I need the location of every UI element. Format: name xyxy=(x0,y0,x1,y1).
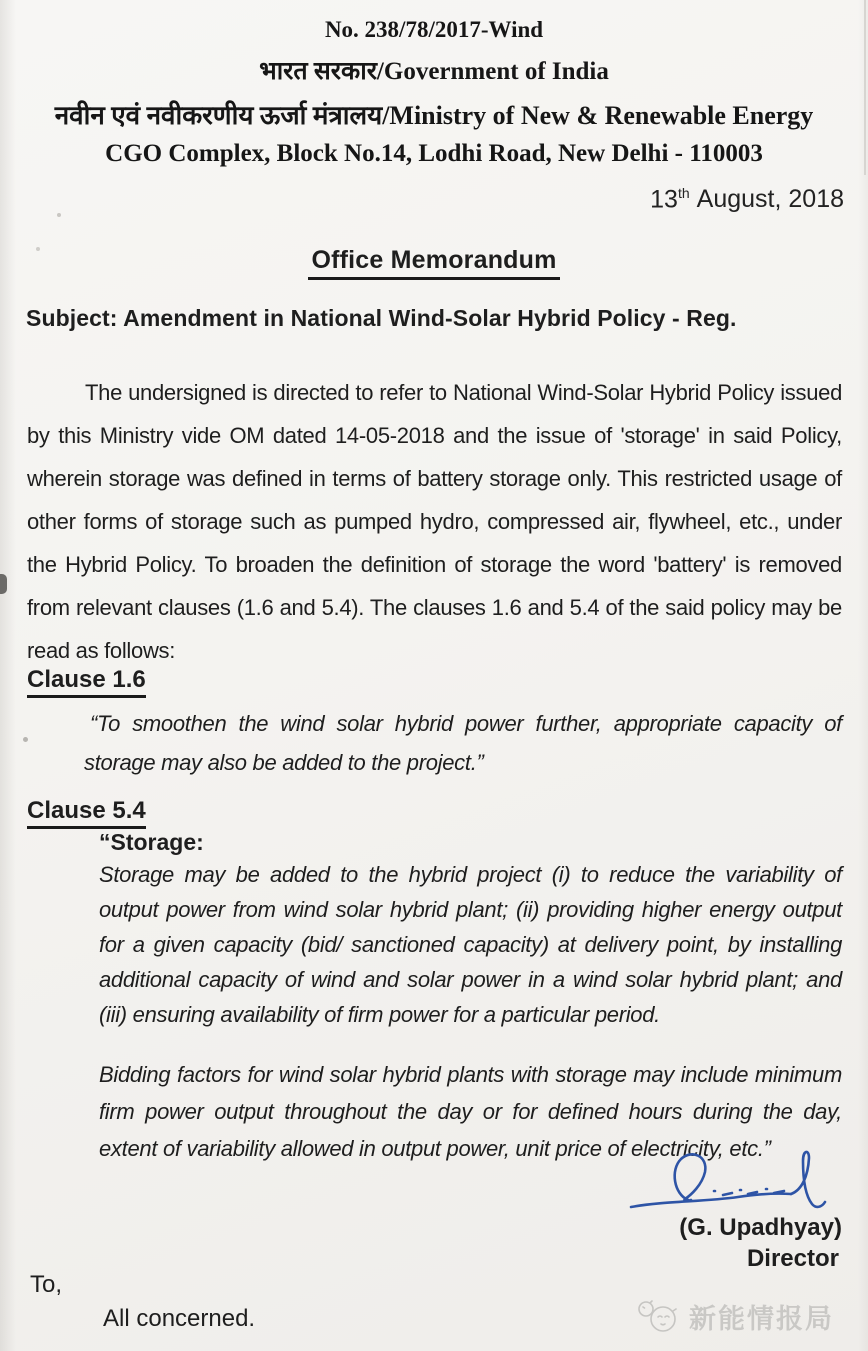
clause-5-4-paragraph-1: Storage may be added to the hybrid project (i) to reduce the variability of output power from wind solar hybrid plant; (ii) providing higher energy output for a given capacity (bid/ sanctioned capacity) at delivery point, by installing additional capacity of wind and solar power in a wind solar hybrid plant; and (iii) ensuring availability of firm power for a particular period. xyxy=(99,862,842,1027)
scan-speck xyxy=(0,574,7,594)
signature-ink xyxy=(628,1146,828,1220)
document-title: Office Memorandum xyxy=(308,246,559,280)
clause-1-6-heading-text: Clause 1.6 xyxy=(27,666,146,698)
scan-speck xyxy=(57,213,61,217)
clause-5-4-paragraph-2: Bidding factors for wind solar hybrid plants with storage may include minimum firm power output throughout the day or for defined hours during the day, extent of variability allowed in output power, unit price of electricity, etc.” xyxy=(99,1062,842,1161)
date-month-year: August, 2018 xyxy=(696,185,844,214)
mascot-icon xyxy=(637,1299,681,1335)
subject-line: Subject: Amendment in National Wind-Solar Hybrid Policy - Reg. xyxy=(26,305,737,331)
ministry-line: नवीन एवं नवीकरणीय ऊर्जा मंत्रालय/Ministry of New & Renewable Energy xyxy=(54,101,814,130)
watermark-text: 新能情报局 xyxy=(689,1304,834,1335)
government-line: भारत सरकार/Government of India xyxy=(259,58,609,85)
signatory-name: (G. Upadhyay) xyxy=(679,1214,842,1241)
intro-paragraph: The undersigned is directed to refer to National Wind-Solar Hybrid Policy issued by this Ministry vide OM dated 14-05-2018 and the issue of 'storage' in said Policy, wherein storage was defined in terms of battery storage only. This restricted usage of other forms of storage such as pumped hydro, compressed air, flywheel, etc., under the Hybrid Policy. To broaden the definition of storage the word 'battery' is removed from relevant clauses (1.6 and 5.4). The clauses 1.6 and 5.4 of the said policy may be read as follows: xyxy=(27,380,842,663)
clause-5-4-heading xyxy=(27,797,146,825)
watermark xyxy=(637,1297,834,1336)
storage-label: “Storage: xyxy=(99,829,204,855)
reference-number: No. 238/78/2017-Wind xyxy=(324,17,544,42)
signatory-designation: Director xyxy=(746,1245,839,1272)
addressee: All concerned. xyxy=(103,1305,256,1332)
address-line: CGO Complex, Block No.14, Lodhi Road, New Delhi - 110003 xyxy=(105,140,763,167)
clause-1-6-heading xyxy=(27,666,146,694)
clause-5-4-heading-text: Clause 5.4 xyxy=(27,797,146,829)
document-date xyxy=(650,185,844,214)
clause-1-6-quote: “To smoothen the wind solar hybrid power further, appropriate capacity of storage may also be added to the project.” xyxy=(84,711,842,775)
date-day: 13 xyxy=(650,185,678,214)
scan-speck xyxy=(23,737,28,742)
to-label: To, xyxy=(30,1271,63,1298)
date-ordinal: th xyxy=(677,185,690,201)
title-row xyxy=(0,246,868,275)
